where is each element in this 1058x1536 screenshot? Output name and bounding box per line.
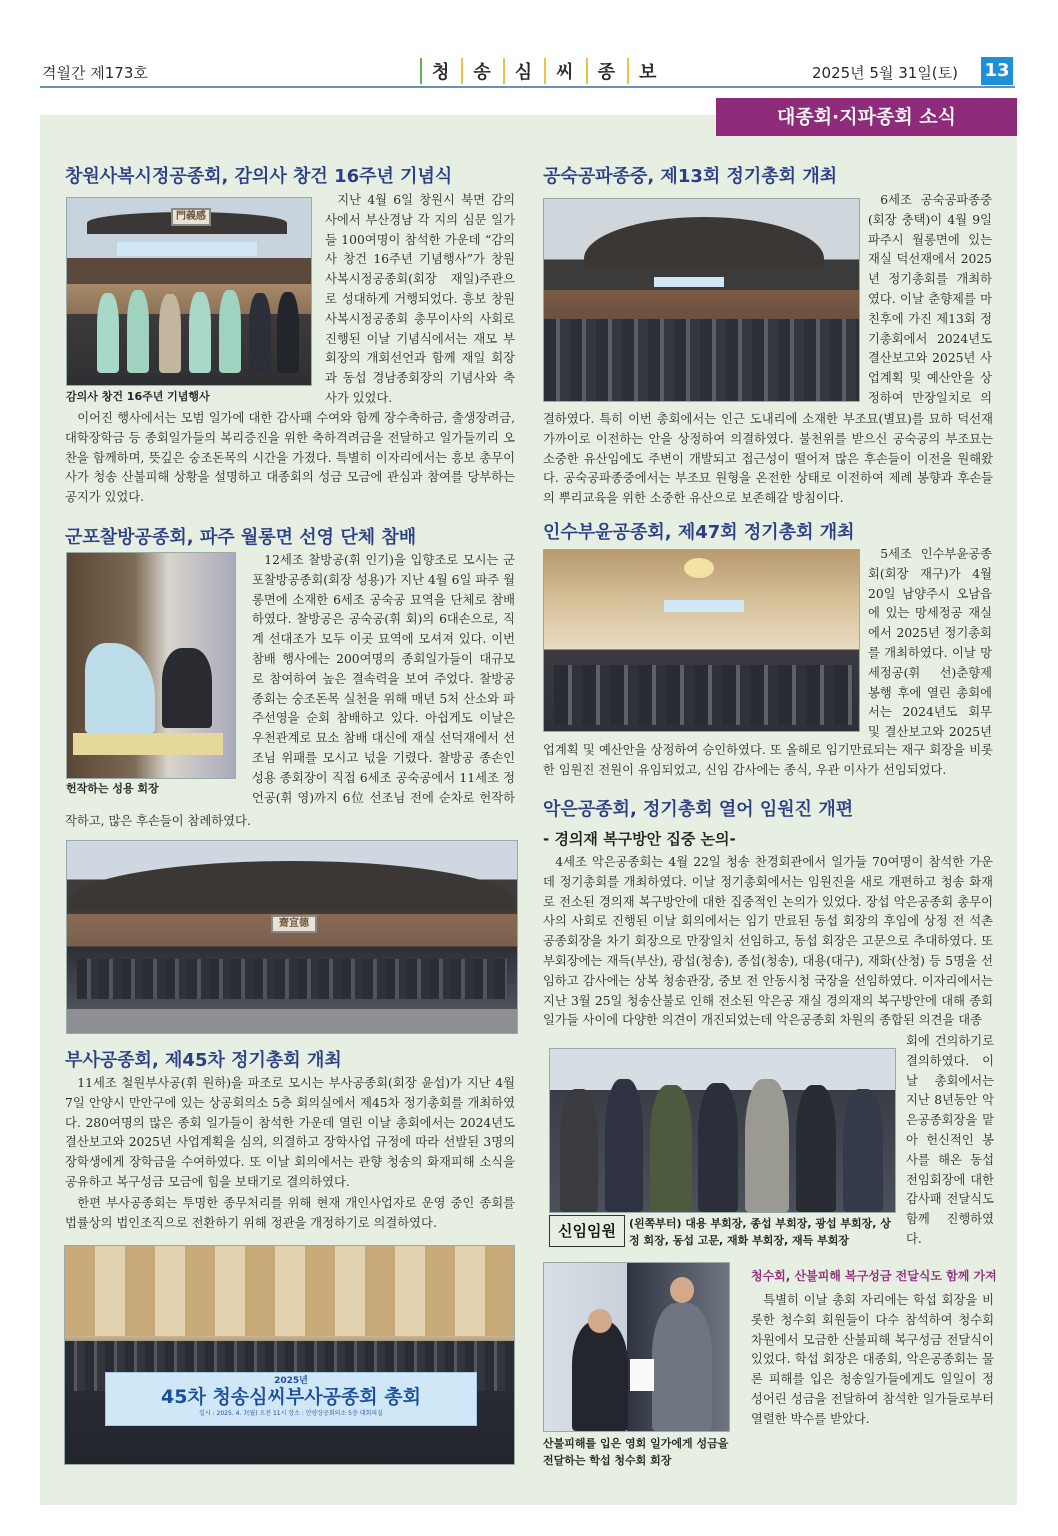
photo-offering-ritual (66, 552, 236, 779)
officers-caption (549, 1215, 894, 1249)
article-body-gunpo-end: 작하고, 많은 후손들이 참례하였다. (65, 814, 251, 828)
masthead-char: 씨 (544, 58, 585, 84)
banner-details: 일시 : 2025. 4. 7(월) 오전 11시 장소 : 안양상공회의소 5층 대회의실 (199, 1410, 383, 1417)
audience (544, 319, 859, 401)
masthead-char: 종 (586, 58, 627, 84)
photo-new-officers (549, 1048, 896, 1213)
article-title-akeun: 악은공종회, 정기총회 열어 임원진 개편 (543, 799, 854, 820)
photo-deokseonjae-meeting (543, 198, 860, 402)
chandelier (684, 558, 714, 578)
person-figure (572, 1321, 628, 1431)
article-subtitle-akeun: - 경의재 복구방안 집중 논의- (543, 830, 736, 848)
article-body-gongsuk: 6세조 공숙공파종중(회장 충택)이 4월 9일 파주시 월롱면에 있는 재실 덕선재에서 2025년 정기총회를 개최하였다. 이날 춘향제를 마친후에 가진 제13회 정기총회에서 2024년도 결산보고와 2025년 사업계획 및 예산안을 상정하여 만장일치로 의 (868, 193, 992, 405)
sidebar-title: 청수회, 산불피해 복구성금 전달식도 함께 가져 (751, 1269, 997, 1283)
person-figure (652, 1303, 712, 1431)
photo-caption: 감의사 창건 16주년 기념행사 (66, 390, 210, 403)
article-title-busa: 부사공종회, 제45차 정기총회 개최 (65, 1050, 342, 1071)
article-body-changwon-2: 이어진 행사에서는 모범 일가에 대한 감사패 수여와 함께 장수축하금, 출생장려금, 대학장학금 등 종회일가들의 복리증진을 위한 축하격려금을 전달하고 일가들끼리 오찬을 함께하며, 뜻깊은 숭조돈목의 시간을 가졌다. 특별히 이자리에서는 흥보 총무이사가 청송 산불피해 상황을 설명하고 대종회의 성금 모금에 관심과 참여를 당부하는 공지가 있었다. (65, 411, 515, 505)
banner-year: 2025년 (274, 1376, 308, 1386)
person-figure (189, 292, 211, 373)
page-number: 13 (981, 57, 1013, 85)
hall-banner (664, 600, 744, 612)
header-divider (40, 86, 1015, 88)
masthead-char: 송 (461, 58, 502, 84)
article-body-busa-1: 11세조 철원부사공(휘 원하)을 파조로 모시는 부사공종회(회장 윤섭)가 지난 4월 7일 안양시 만안구에 있는 상공회의소 5층 회의실에서 제45차 정기총회를 개최하였다. 280여명의 많은 종회 일가들이 참석한 가운데 열린 이날 총회에서는 2024년도 결산보고와 2025년 사업계획을 심의, 의결하고 장학사업 규정에 따라 선발된 3명의 장학생에게 장학금을 수여하였다. 또 이날 회의에서는 관향 청송의 화재피해 소식을 공유하고 복구성금 모금에 힘을 보태기로 결의하였다. (65, 1076, 515, 1189)
person-head (670, 1277, 694, 1303)
ritual-mat (73, 733, 223, 755)
photo-mangsejeong-meeting (543, 549, 860, 732)
stone-steps (67, 1009, 517, 1033)
person-figure (162, 648, 212, 728)
photo-donation (543, 1262, 730, 1432)
person-figure (97, 293, 119, 373)
photo-busa-general-meeting (64, 1245, 515, 1465)
masthead-char: 심 (503, 58, 544, 84)
donation-envelope (630, 1359, 654, 1391)
person-figure (219, 290, 241, 373)
article-body-insu: 5세조 인수부윤공종회(회장 재구)가 4월 20일 남양주시 오남읍에 있는 망세정공 재실에서 2025년 정기총회를 개최하였다. 이날 망세정공(휘 선)춘향제 봉행 후에 열린 총회에서는 2024년도 회무 및 결산보고와 2025년 (868, 547, 992, 740)
person-figure (159, 294, 181, 373)
article-title-changwon: 창원사복시정공종회, 감의사 창건 16주년 기념식 (65, 166, 453, 187)
photo-caption: 산불피해를 입은 영회 일가에게 성금을 전달하는 학섭 청수회 회장 (543, 1437, 729, 1467)
hall-roof-shape (584, 217, 824, 267)
article-title-insu: 인수부윤공종회, 제47회 정기총회 개최 (543, 522, 855, 543)
person-figure (127, 290, 149, 373)
article-body-insu-cont: 업계획 및 예산안을 상정하여 승인하였다. 또 올해로 임기만료되는 재구 회장을 비롯한 임원진 전원이 유임되었고, 신임 감사에는 종식, 우관 이사가 선임되었다. (543, 743, 993, 777)
article-title-gongsuk: 공숙공파종중, 제13회 정기총회 개최 (543, 166, 838, 187)
masthead-char: 청 (420, 58, 461, 84)
article-body-akeun-2: 회에 건의하기로 결의하였다. 이날 총회에서는 지난 8년동안 악은공종회장을 맡아 헌신적인 봉사를 해온 동섭 전임회장에 대한 감사패 전달식도 함께 진행하였다. (906, 1034, 994, 1246)
person-figure (745, 1079, 789, 1212)
article-body-gunpo: 12세조 찰방공(휘 인기)을 입향조로 모시는 군포찰방공종회(회장 성용)가 지난 4월 6일 파주 월롱면에 소재한 6세조 공숙공 묘역을 단체로 참배하였다. 찰방공은 공숙공(휘 회)의 6대손으로, 직계 선대조가 모두 이곳 묘역에 모셔져 있다. 이번 참배 행사에는 200여명의 종회일가들이 대규모로 참여하여 높은 결속력을 보여 주었다. 찰방공종회는 숭조돈목 실천을 위해 매년 5처 산소와 파주선영을 순회 참배하고 있다. 아쉽게도 이날은 우천관계로 묘소 참배 대신에 재실 선덕재에서 선조님 위패를 모시고 넋을 기렸다. 찰방공 종손인 성용 종회장이 직접 6세조 공숙공에서 11세조 정언공(휘 영)까지 6位 선조님 전에 순차로 헌작하 (252, 553, 515, 805)
masthead-char: 보 (627, 58, 668, 84)
article-body-gongsuk-cont: 결하였다. 특히 이번 총회에서는 인근 도내리에 소재한 부조묘(별묘)를 묘하 덕선재 가까이로 이전하는 안을 상정하여 의결하였다. 불천위를 받으신 공숙공의 부조묘는 소중한 유산임에도 주변이 개발되고 접근성이 떨어져 많은 후손들이 이전을 원해왔다. 공숙공파종중에서는 부조묘 원형을 온전한 상태로 이전하여 제례 봉향과 후손들의 뿌리교육을 위한 소중한 유산으로 보존해갈 방침이다. (543, 412, 993, 506)
section-tag: 대종회·지파종회 소식 (716, 98, 1017, 136)
person-figure (843, 1089, 883, 1212)
photo-caption: 헌작하는 성용 회장 (66, 782, 159, 795)
article-title-gunpo: 군포찰방공종회, 파주 월롱면 선영 단체 참배 (65, 527, 417, 548)
issue-date: 2025년 5월 31일(토) (812, 64, 959, 82)
crowd-row (77, 959, 507, 999)
photo-hall-group (66, 840, 518, 1034)
person-figure (277, 292, 299, 373)
photo-gamuisa-ceremony (66, 197, 312, 386)
person-head (588, 1309, 612, 1333)
meeting-banner (105, 1372, 477, 1426)
masthead (420, 58, 668, 84)
temple-sign: 門義感 (171, 208, 211, 226)
person-figure (560, 1089, 598, 1212)
person-figure (249, 293, 271, 373)
article-body-changwon-1: 지난 4월 6일 창원시 북면 감의사에서 부산경남 각 지의 심문 일가들 100여명이 참석한 가운데 “감의사 창건 16주년 기념행사”가 창원사복시정공종회(회장 재일)주관으로 성대하게 거행되었다. 흥보 창원사복시정공종회 총무이사의 사회로 진행된 이날 기념식에서는 재모 부회장의 개회선언과 함께 재일 회장과 동섭 경남종회장의 기념사와 축사가 있었다. (325, 193, 515, 405)
caption-tag: 신임임원 (549, 1215, 625, 1247)
hall-roof-shape (67, 861, 517, 911)
hall-banner (654, 277, 724, 287)
person-figure (650, 1085, 692, 1212)
issue-number: 격월간 제173호 (42, 64, 148, 82)
sidebar-body: 특별히 이날 총회 자리에는 학섭 회장을 비롯한 청수회 회원들이 다수 참석하여 청수회 차원에서 모금한 산불피해 복구성금 전달식이 있었다. 학섭 회장은 대종회, 악은공종회는 물론 피해를 입은 청송일가들에게도 일일이 정성어린 성금을 전달하여 참석한 일가들로부터 열렬한 박수를 받았다. (751, 1293, 994, 1426)
person-figure (796, 1085, 836, 1212)
article-body-akeun-1: 4세조 악은공종회는 4월 22일 청송 찬경회관에서 일가들 70여명이 참석한 가운데 정기총회를 개최하였다. 이날 정기총회에서는 임원진을 새로 개편하고 청송 화재로 전소된 경의재 복구방안에 대한 집중적인 논의가 있었다. 장섭 악은공종회 총무이사의 사회로 진행된 이날 회의에서는 임기 만료된 동섭 회장의 후임에 상정 전 석촌공종회장을 차기 회장으로 만장일치 선임하고, 동섭 회장은 고문으로 추대하였다. 또 부회장에는 재득(부산), 광섭(청송), 종섭(청송), 대용(대구), 재화(산청) 등 5명을 선임하고 감사에는 상복 청송관장, 중보 전 안동시청 국장을 선임하였다. 이자리에서는 지난 3월 25일 청송산불로 인해 전소된 악은공 재실 경의재의 복구방안에 대해 종회일가들 사이에 다양한 의견이 개진되었는데 악은공종회 차원의 종합된 의견을 대종 (543, 855, 993, 1028)
person-figure (698, 1083, 738, 1212)
caption-text: (왼쪽부터) 대용 부회장, 종섭 부회장, 광섭 부회장, 상정 회장, 동섭 고문, 재화 부회장, 재득 부회장 (629, 1217, 891, 1247)
person-figure (605, 1079, 643, 1212)
person-figure (85, 643, 155, 733)
ceremony-banner (117, 242, 257, 256)
hall-wall (65, 1246, 514, 1336)
hall-sign: 齋宣德 (271, 915, 317, 933)
attendees (554, 665, 854, 725)
banner-title: 45차 청송심씨부사공종회 총회 (161, 1386, 421, 1408)
article-body-busa-2: 한편 부사공종회는 투명한 종무처리를 위해 현재 개인사업자로 운영 중인 종회를 법률상의 법인조직으로 전환하기 위해 정관을 개정하기로 의결하였다. (65, 1196, 515, 1230)
